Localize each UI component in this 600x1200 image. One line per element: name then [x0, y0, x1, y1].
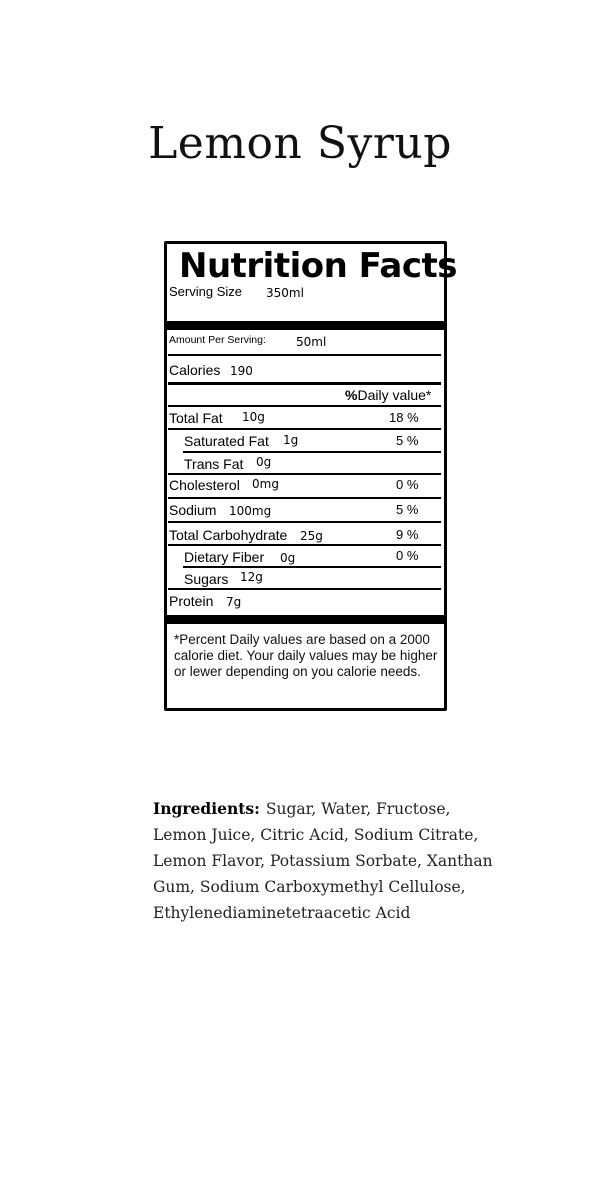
nutrient-dv-dietary-fiber: 0 % [396, 548, 419, 563]
calories-label: Calories [169, 362, 221, 378]
nutrient-label-total-carbohydrate: Total Carbohydrate [169, 527, 288, 543]
divider [168, 544, 441, 546]
nutrient-label-trans-fat: Trans Fat [184, 456, 244, 472]
ingredients-text: Sugar, Water, Fructose, Lemon Juice, Citric Acid, Sodium Citrate, Lemon Flavor, Potassium Sorbate, Xanthan Gum, Sodium Carboxymethyl Cellulose, Ethylenediaminetetraacetic Acid [153, 800, 493, 922]
nutrient-dv-sodium: 5 % [396, 502, 419, 517]
divider-thick-top [167, 321, 444, 330]
nutrition-facts-heading: Nutrition Facts [179, 246, 457, 286]
divider [168, 354, 441, 356]
divider [183, 451, 441, 453]
ingredients-label: Ingredients: [153, 799, 260, 818]
divider [168, 473, 441, 475]
nutrient-amount-total-fat: 10g [242, 410, 265, 424]
divider [168, 428, 441, 430]
daily-value-footnote: *Percent Daily values are based on a 2000 calorie diet. Your daily values may be higher or lewer depending on you calorie needs. [174, 632, 438, 679]
nutrient-amount-saturated-fat: 1g [283, 433, 299, 447]
nutrient-label-total-fat: Total Fat [169, 410, 223, 426]
nutrient-dv-saturated-fat: 5 % [396, 433, 419, 448]
divider [168, 521, 441, 523]
nutrient-label-dietary-fiber: Dietary Fiber [184, 549, 265, 565]
nutrient-amount-trans-fat: 0g [256, 455, 272, 469]
divider [183, 566, 441, 568]
nutrient-dv-cholesterol: 0 % [396, 477, 419, 492]
calories-value: 190 [230, 364, 253, 378]
nutrient-label-saturated-fat: Saturated Fat [184, 433, 269, 449]
nutrient-dv-total-fat: 18 % [389, 410, 419, 425]
nutrient-amount-sugars: 12g [240, 570, 263, 584]
nutrient-label-sugars: Sugars [184, 571, 229, 587]
nutrient-amount-total-carbohydrate: 25g [300, 529, 323, 543]
divider [168, 588, 441, 590]
product-title: Lemon Syrup [148, 118, 452, 169]
ingredients-section [153, 796, 498, 926]
nutrient-amount-cholesterol: 0mg [252, 477, 279, 491]
serving-size-value: 350ml [266, 286, 304, 300]
nutrient-amount-protein: 7g [226, 595, 242, 609]
nutrient-amount-dietary-fiber: 0g [280, 551, 296, 565]
divider-medium [168, 382, 441, 385]
nutrient-amount-sodium: 100mg [229, 504, 272, 518]
serving-size-label: Serving Size [169, 284, 242, 299]
amount-per-serving-value: 50ml [296, 335, 327, 349]
nutrient-label-cholesterol: Cholesterol [169, 477, 240, 493]
divider-thick-bottom [167, 615, 444, 624]
percent-symbol: % [345, 387, 358, 403]
nutrient-label-protein: Protein [169, 593, 214, 609]
daily-value-header [345, 387, 431, 403]
daily-value-text: Daily value* [357, 387, 432, 403]
divider [168, 405, 441, 407]
nutrient-dv-total-carbohydrate: 9 % [396, 527, 419, 542]
nutrient-label-sodium: Sodium [169, 502, 217, 518]
amount-per-serving-label: Amount Per Serving: [169, 334, 266, 346]
nutrition-facts-label [164, 241, 457, 711]
divider [168, 497, 441, 499]
